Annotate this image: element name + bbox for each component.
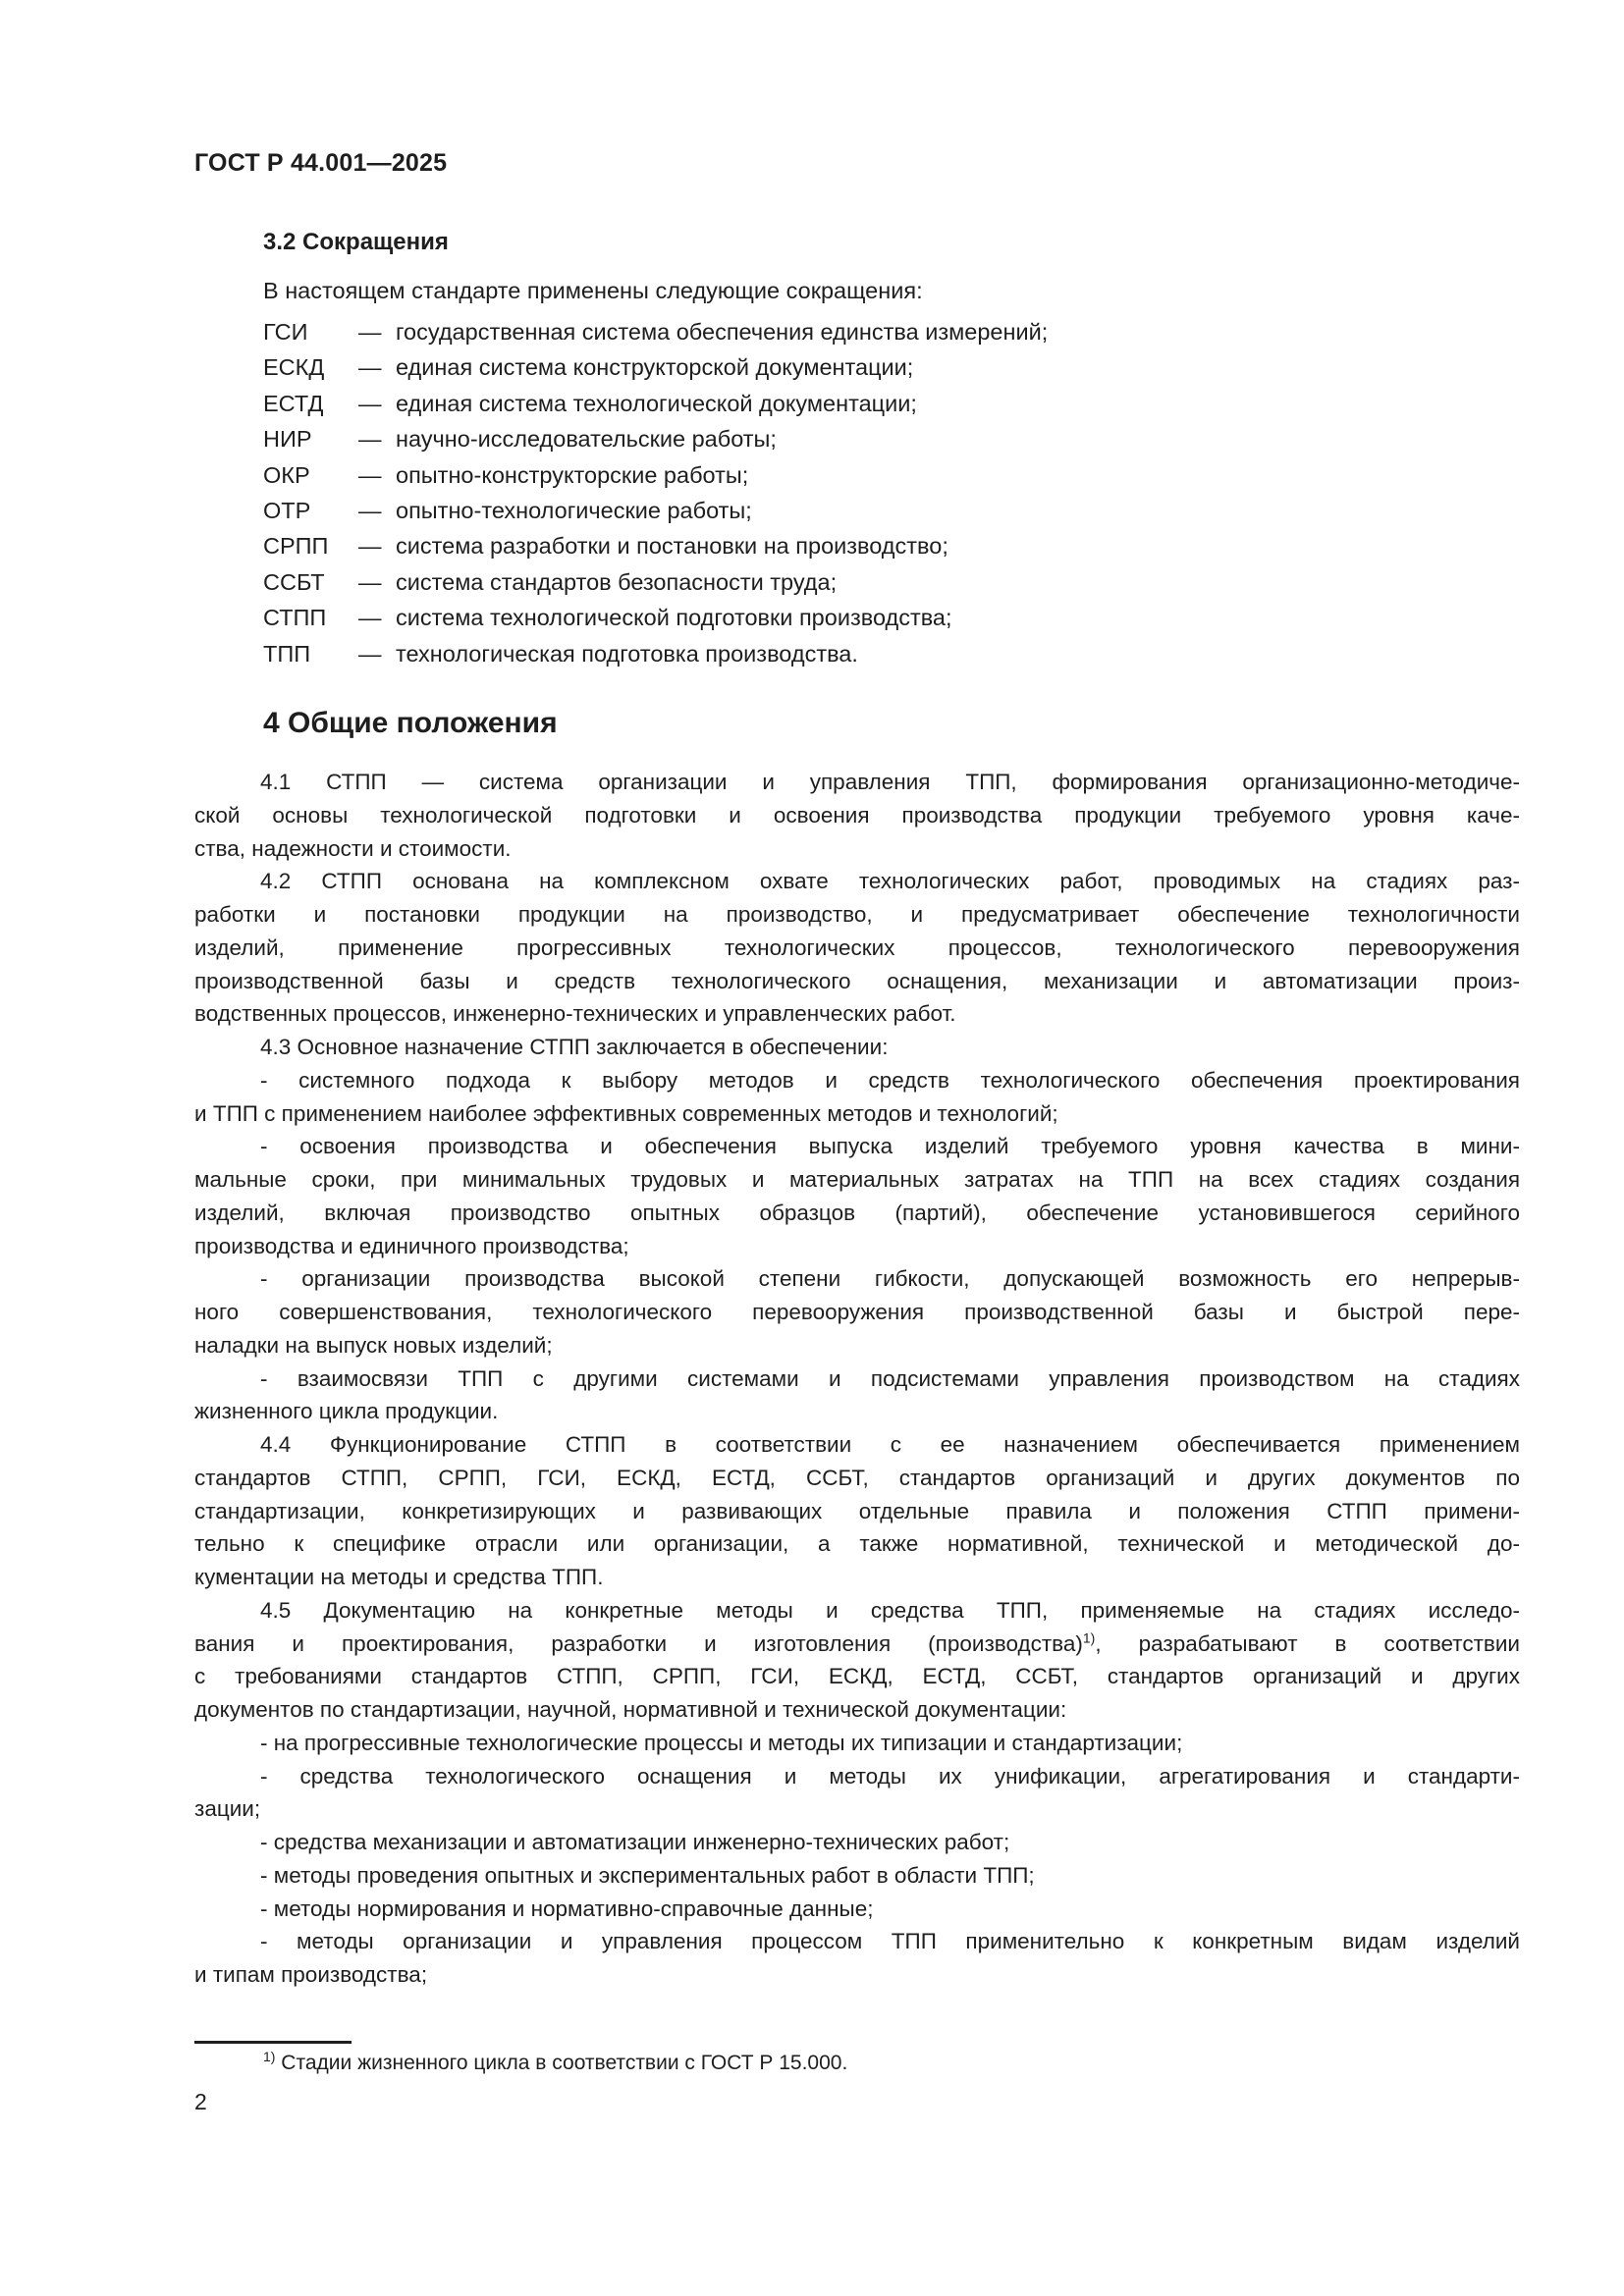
text-line: мальные сроки, при минимальных трудовых и материальных затратах на ТПП на всех стадиях создания [194,1167,1520,1192]
page-number: 2 [194,2089,207,2114]
abbreviation-definition: опытно-конструкторские работы; [396,461,749,488]
text-line: изделий, включая производство опытных образцов (партий), обеспечение установившегося серийного [194,1200,1520,1225]
footnote-reference: 1) [1082,1629,1096,1645]
paragraph [194,1893,1520,1926]
paragraph [194,1064,1520,1131]
text-line: - методы нормирования и нормативно-справочные данные; [260,1896,874,1921]
text-line [194,1628,1520,1661]
abbreviation-term: ЕСКД [263,354,325,381]
text-line: 4.2 СТПП основана на комплексном охвате технологических работ, проводимых на стадиях раз- [260,869,1520,894]
text-segment: вания и проектирования, разработки и изготовления (производства) [194,1630,1083,1656]
abbreviation-definition: государственная система обеспечения единства измерений; [396,319,1049,345]
footnote-separator [194,2041,352,2044]
text-line: водственных процессов, инженерно-технических и управленческих работ. [194,1001,956,1027]
text-line: изделий, применение прогрессивных технологических процессов, технологического перевооружения [194,934,1520,960]
abbreviation-term: СРПП [263,533,329,560]
text-line: производства и единичного производства; [194,1233,629,1258]
paragraph [194,1130,1520,1262]
paragraph [194,1594,1520,1727]
abbreviation-definition: единая система конструкторской документации; [396,354,914,381]
text-line: документов по стандартизации, научной, нормативной и технической документации: [194,1697,1067,1722]
dash: — [358,640,382,667]
abbreviation-term: СТПП [263,605,327,631]
paragraph [194,1760,1520,1827]
paragraph [194,1031,1520,1064]
text-line: ства, надежности и стоимости. [194,835,512,861]
abbreviation-term: ОКР [263,461,310,488]
abbreviation-term: НИР [263,426,312,453]
paragraph [194,1428,1520,1594]
abbreviation-definition: научно-исследовательские работы; [396,426,777,453]
text-line: зации; [194,1796,261,1822]
paragraph [194,1859,1520,1893]
abbreviation-term: ЕСТД [263,390,324,416]
text-line: - методы проведения опытных и экспериментальных работ в области ТПП; [260,1862,1035,1888]
dash: — [358,426,382,453]
text-line: работки и постановки продукции на производство, и предусматривает обеспечение технологичности [194,902,1520,927]
dash: — [358,390,382,416]
text-line: - организации производства высокой степени гибкости, допускающей возможность его непрерыв- [260,1266,1520,1292]
text-line: - освоения производства и обеспечения выпуска изделий требуемого уровня качества в мини- [260,1134,1520,1159]
section-4-body [194,766,1520,1992]
paragraph [194,1727,1520,1760]
abbreviation-term: ТПП [263,640,311,667]
text-line: - методы организации и управления процессом ТПП применительно к конкретным видам изделий [260,1929,1520,1954]
text-line: ного совершенствования, технологического перевооружения производственной базы и быстрой пере- [194,1300,1520,1324]
paragraph [194,1362,1520,1429]
abbreviation-definition: система стандартов безопасности труда; [396,568,838,595]
text-segment: , разрабатывают в соответствии [1095,1630,1520,1656]
abbreviation-definition: система разработки и постановки на производство; [396,533,948,560]
text-line: - средства механизации и автоматизации инженерно-технических работ; [260,1830,1010,1854]
dash: — [358,354,382,381]
text-line: с требованиями стандартов СТПП, СРПП, ГСИ, ЕСКД, ЕСТД, ССБТ, стандартов организаций и других [194,1664,1520,1689]
text-line: 4.1 СТПП — система организации и управления ТПП, формирования организационно-методиче- [260,770,1520,794]
footnote-marker: 1) [263,2049,276,2064]
abbreviation-term: ГСИ [263,319,308,345]
dash: — [358,533,382,560]
paragraph [194,1262,1520,1362]
text-line: - на прогрессивные технологические процессы и методы их типизации и стандартизации; [260,1730,1183,1755]
abbreviation-term: ССБТ [263,568,325,595]
text-line: 4.5 Документацию на конкретные методы и средства ТПП, применяемые на стадиях исследо- [260,1597,1520,1623]
dash: — [358,461,382,488]
paragraph [194,766,1520,865]
text-line: жизненного цикла продукции. [194,1399,499,1424]
dash: — [358,319,382,345]
dash: — [358,568,382,595]
text-line: и типам производства; [194,1962,428,1987]
footnote-text: Стадии жизненного цикла в соответствии с ГОСТ Р 15.000. [281,2052,848,2074]
text-line: - системного подхода к выбору методов и средств технологического обеспечения проектирования [260,1067,1520,1093]
document-code-header: ГОСТ Р 44.001—2025 [194,149,448,177]
dash: — [358,497,382,523]
text-line: наладки на выпуск новых изделий; [194,1332,553,1358]
text-line: и ТПП с применением наиболее эффективных современных методов и технологий; [194,1100,1058,1126]
paragraph [194,865,1520,1031]
text-line: стандартов СТПП, СРПП, ГСИ, ЕСКД, ЕСТД, ССБТ, стандартов организаций и других документов по [194,1465,1520,1490]
abbreviation-term: ОТР [263,497,311,523]
paragraph [194,1925,1520,1992]
abbreviation-definition: технологическая подготовка производства. [396,640,858,667]
text-line: стандартизации, конкретизирующих и развивающих отдельные правила и положения СТПП примени- [194,1498,1520,1523]
abbreviation-definition: единая система технологической документации; [396,390,917,416]
text-line: производственной базы и средств технологического оснащения, механизации и автоматизации произ- [194,968,1520,993]
section-4-heading: 4 Общие положения [263,707,558,739]
text-line: тельно к специфике отрасли или организации, а также нормативной, технической и методической до- [194,1531,1520,1557]
abbreviation-definition: система технологической подготовки производства; [396,605,952,631]
section-3-2-heading: 3.2 Сокращения [263,229,449,255]
text-line: 4.4 Функционирование СТПП в соответствии с ее назначением обеспечивается применением [260,1432,1520,1457]
dash: — [358,605,382,631]
text-line: кументации на методы и средства ТПП. [194,1565,604,1589]
abbreviations-intro: В настоящем стандарте применены следующие сокращения: [263,278,923,303]
text-line: ской основы технологической подготовки и освоения производства продукции требуемого уровня каче- [194,802,1520,828]
footnote [263,2049,848,2075]
text-line: - взаимосвязи ТПП с другими системами и подсистемами управления производством на стадиях [260,1365,1520,1391]
abbreviation-definition: опытно-технологические работы; [396,497,752,523]
text-line: - средства технологического оснащения и методы их унификации, агрегатирования и стандарти- [260,1763,1520,1789]
paragraph [194,1826,1520,1859]
text-line: 4.3 Основное назначение СТПП заключается в обеспечении: [260,1035,889,1059]
